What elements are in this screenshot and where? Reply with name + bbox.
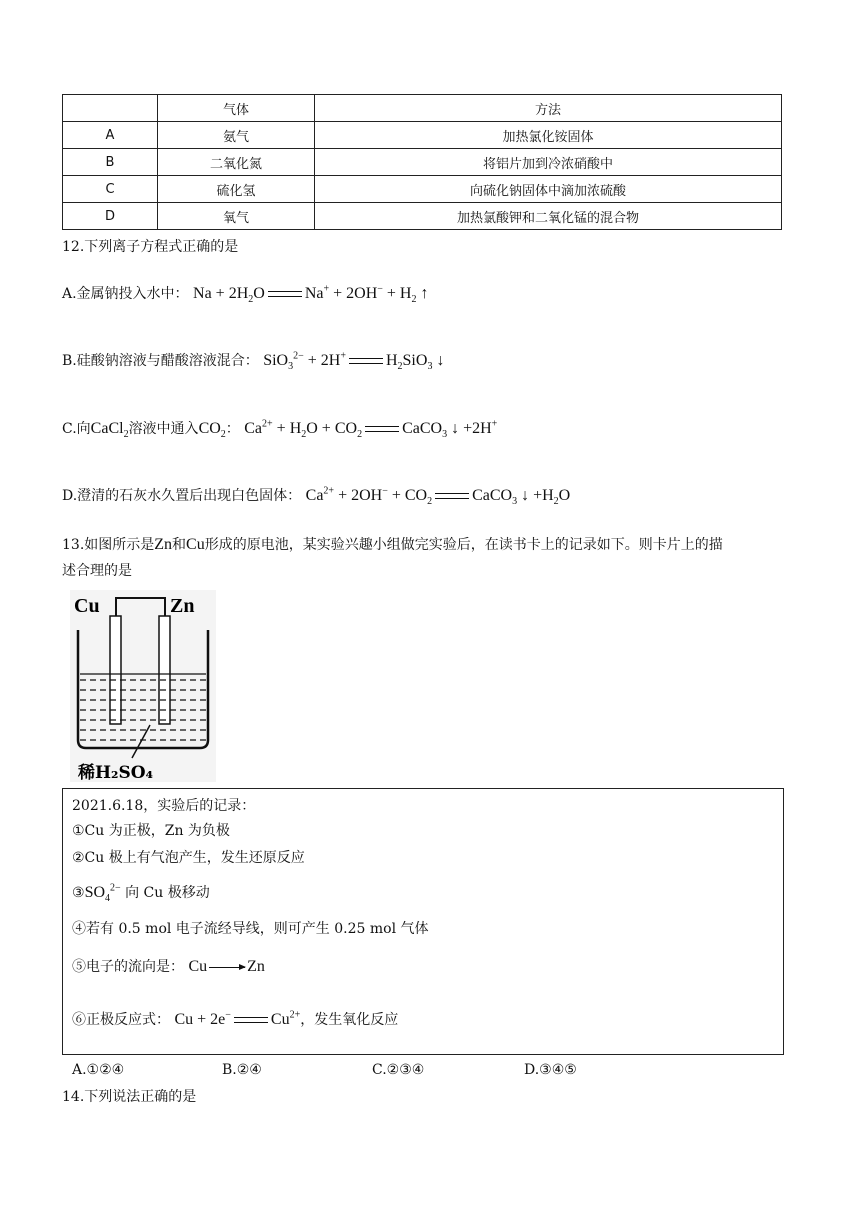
galvanic-cell-diagram [70, 590, 216, 782]
record-text: ④若有 0.5 [72, 921, 141, 937]
gas-method-table [62, 94, 782, 230]
cu-electrode-label: Cu [74, 595, 100, 617]
table-row [63, 176, 782, 203]
q12-option-c [62, 418, 498, 441]
question-14-stem: 14.下列说法正确的是 [62, 1089, 197, 1105]
table-cell: 加热氯酸钾和二氧化锰的混合物 [315, 203, 782, 230]
table-header-cell [63, 95, 158, 122]
q12-option-b [62, 350, 445, 373]
q12-option-a-equation: $Na + 2H_2O$ $Na^+ + 2OH^- + H_2$ ↑ [193, 283, 429, 306]
record-item-5 [72, 958, 265, 976]
q12-option-c-colon: ： [225, 421, 240, 437]
q13-stem-part: 形成的原电池，某实验兴趣小组做完实验后，在读书卡上的记录如下。则卡片上的描 [204, 537, 723, 553]
electron-flow-formula: Cu Zn [188, 958, 265, 975]
table-header-cell: 方法 [315, 95, 782, 122]
q13-option-b: B.②④ [222, 1062, 262, 1078]
cacl2-formula: CaCl$_2$ [90, 420, 129, 441]
table-cell: B [63, 149, 158, 176]
table-row [63, 203, 782, 230]
record-text: ⑥正极反应式： [72, 1012, 170, 1028]
record-text: mol 电子流经导线，则可产生 0.25 [145, 921, 366, 937]
table-cell: D [63, 203, 158, 230]
cu-symbol: Cu [186, 536, 205, 553]
cu-electrode [110, 616, 121, 724]
record-text: ①Cu 为正极， [72, 823, 165, 839]
q13-option-a: A.①②④ [72, 1062, 125, 1078]
q13-option-c: C.②③④ [372, 1062, 425, 1078]
q12-option-b-equation: SiO$_3^{2-}$ + 2H+ $H_2SiO_3$ ↓ [263, 350, 445, 373]
record-text: mol 气体 [369, 921, 429, 937]
table-cell: 向硫化钠固体中滴加浓硫酸 [315, 176, 782, 203]
record-text: Zn 为负极 [164, 823, 230, 839]
co2-formula: $CO_2$ [198, 420, 226, 441]
record-item-3 [72, 882, 210, 905]
dilute-sulfuric-acid-label: 稀H₂SO₄ [78, 763, 154, 782]
q12-option-c-mid: 溶液中通入 [128, 421, 199, 437]
q12-option-c-label: C.向 [62, 421, 91, 437]
record-text: ⑤电子的流向是： [72, 959, 184, 975]
table-header-cell: 气体 [158, 95, 315, 122]
record-item-1 [72, 822, 230, 840]
zn-electrode [159, 616, 170, 724]
q13-stem-part: 13.如图所示是 [62, 537, 155, 553]
table-cell: 硫化氢 [158, 176, 315, 203]
record-text: ，发生氧化反应 [300, 1012, 399, 1028]
positive-electrode-equation: Cu + 2e− $Cu^{2+}$ [174, 1009, 301, 1028]
right-arrow-icon [209, 967, 245, 968]
diagram-background [70, 590, 216, 782]
question-12-stem: 12.下列离子方程式正确的是 [62, 239, 239, 255]
zn-electrode-label: Zn [170, 595, 195, 617]
q12-option-c-equation: $Ca^{2+} + H_2O + CO_2$ CaCO$_3$ ↓ +2H+ [244, 418, 498, 441]
record-item-4 [72, 920, 429, 938]
table-header-row [63, 95, 782, 122]
table-cell: A [63, 122, 158, 149]
q12-option-d-label: D.澄清的石灰水久置后出现白色固体： [62, 488, 302, 504]
table-cell: 氧气 [158, 203, 315, 230]
table-cell: 加热氯化铵固体 [315, 122, 782, 149]
q12-option-a [62, 283, 429, 306]
q12-option-b-label: B.硅酸钠溶液与醋酸溶液混合： [62, 353, 259, 369]
question-13-stem-line2: 述合理的是 [62, 563, 132, 579]
sulfate-ion-formula: $SO_4^{2-}$ [84, 882, 121, 905]
question-13-stem-line1 [62, 536, 723, 554]
q13-option-d: D.③④⑤ [524, 1062, 577, 1078]
table-cell: C [63, 176, 158, 203]
record-text: 向 Cu 极移动 [125, 885, 210, 901]
table-row [63, 149, 782, 176]
record-text: ③ [72, 885, 85, 901]
q12-option-a-label: A.金属钠投入水中： [62, 286, 189, 302]
record-item-6 [72, 1011, 398, 1029]
q12-option-d-equation: $Ca^{2+} + 2OH^- + CO_2$ CaCO$_3$ ↓ $+H_2O$ [305, 485, 571, 508]
record-item-2: ②Cu 极上有气泡产生，发生还原反应 [72, 850, 305, 866]
table-cell: 氨气 [158, 122, 315, 149]
q12-option-d [62, 485, 571, 508]
record-date: 2021.6.18，实验后的记录： [72, 798, 256, 814]
table-row [63, 122, 782, 149]
table-cell: 将铝片加到冷浓硝酸中 [315, 149, 782, 176]
table-cell: 二氧化氮 [158, 149, 315, 176]
zn-symbol: Zn [154, 536, 173, 553]
q13-stem-part: 和 [172, 537, 187, 553]
